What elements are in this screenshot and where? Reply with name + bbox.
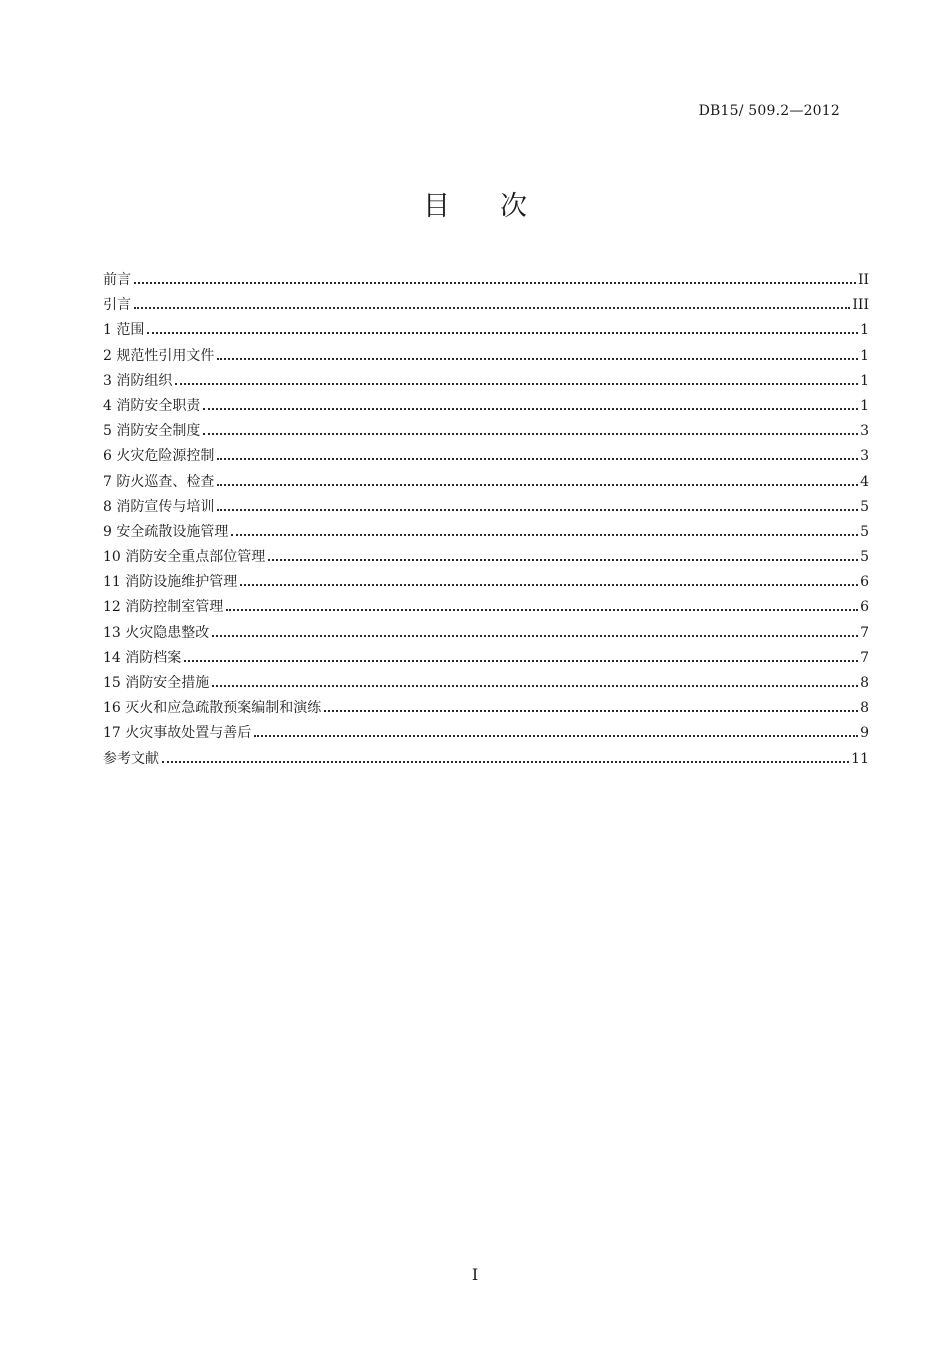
toc-leader-dots <box>254 735 858 737</box>
toc-entry[interactable] <box>103 293 869 318</box>
toc-leader-dots <box>203 433 858 435</box>
toc-leader-dots <box>217 458 858 460</box>
toc-entry[interactable] <box>103 369 869 394</box>
toc-entry[interactable] <box>103 570 869 595</box>
toc-title: 目次 <box>423 191 577 222</box>
toc-entry-page: 6 <box>860 574 869 591</box>
toc-entry-label: 16 灭火和应急疏散预案编制和演练 <box>103 700 322 717</box>
toc-leader-dots <box>217 484 858 486</box>
toc-entry-page: II <box>857 272 869 288</box>
toc-entry[interactable] <box>103 268 869 293</box>
toc-entry-label: 14 消防档案 <box>103 649 182 666</box>
toc-entry-label: 6 火灾危险源控制 <box>103 448 215 465</box>
page-number: I <box>471 1265 479 1284</box>
toc-entry[interactable] <box>103 646 869 671</box>
toc-leader-dots <box>134 282 856 284</box>
toc-entry-label: 12 消防控制室管理 <box>103 599 224 616</box>
toc-leader-dots <box>184 660 858 662</box>
toc-entry-label: 引言 <box>103 297 131 314</box>
toc-entry-label: 7 防火巡查、检查 <box>103 473 215 490</box>
toc-leader-dots <box>134 307 850 309</box>
toc-entry[interactable] <box>103 520 869 545</box>
toc-leader-dots <box>175 383 858 385</box>
toc-entry-label: 参考文献 <box>103 750 159 767</box>
toc-entry[interactable] <box>103 621 869 646</box>
toc-entry-label: 1 范围 <box>103 322 145 339</box>
toc-leader-dots <box>162 761 849 763</box>
toc-entry-label: 2 规范性引用文件 <box>103 347 215 364</box>
toc-entry-page: 3 <box>860 448 869 465</box>
toc-entry-page: 9 <box>860 725 869 742</box>
document-code: DB15/ 509.2—2012 <box>698 103 840 119</box>
toc-entry[interactable] <box>103 444 869 469</box>
toc-entry-page: 1 <box>860 322 869 339</box>
toc-entry[interactable] <box>103 394 869 419</box>
toc-entry-label: 15 消防安全措施 <box>103 675 210 691</box>
toc-entry-page: 1 <box>860 347 869 364</box>
toc-entry-page: III <box>852 297 869 314</box>
toc-entry-page: 1 <box>860 397 869 414</box>
toc-leader-dots <box>217 509 858 511</box>
toc-leader-dots <box>324 710 858 712</box>
table-of-contents <box>103 268 869 772</box>
toc-entry-label: 13 火灾隐患整改 <box>103 624 210 641</box>
toc-leader-dots <box>212 685 858 687</box>
toc-entry[interactable] <box>103 344 869 369</box>
toc-leader-dots <box>240 584 858 586</box>
toc-entry-page: 1 <box>860 372 869 389</box>
toc-entry[interactable] <box>103 470 869 495</box>
toc-entry-label: 5 消防安全制度 <box>103 423 201 440</box>
toc-entry-page: 11 <box>851 750 869 767</box>
toc-entry-page: 8 <box>860 700 869 717</box>
toc-entry-page: 8 <box>860 675 869 691</box>
toc-entry[interactable] <box>103 318 869 343</box>
toc-entry-label: 11 消防设施维护管理 <box>103 574 238 591</box>
toc-leader-dots <box>268 559 858 561</box>
toc-leader-dots <box>231 534 858 536</box>
toc-leader-dots <box>226 609 858 611</box>
toc-entry-label: 17 火灾事故处置与善后 <box>103 725 252 742</box>
toc-entry-page: 7 <box>860 624 869 641</box>
toc-entry-label: 10 消防安全重点部位管理 <box>103 549 266 566</box>
toc-entry[interactable] <box>103 495 869 520</box>
toc-entry-label: 8 消防宣传与培训 <box>103 498 215 515</box>
toc-entry-label: 3 消防组织 <box>103 372 173 389</box>
toc-entry[interactable] <box>103 721 869 746</box>
toc-entry[interactable] <box>103 747 869 772</box>
toc-entry[interactable] <box>103 419 869 444</box>
toc-entry-page: 5 <box>860 498 869 515</box>
toc-entry-page: 5 <box>860 549 869 566</box>
toc-entry[interactable] <box>103 696 869 721</box>
toc-leader-dots <box>203 408 858 410</box>
toc-entry-label: 前言 <box>103 272 131 288</box>
toc-leader-dots <box>147 332 858 334</box>
toc-entry-page: 6 <box>860 599 869 616</box>
toc-entry[interactable] <box>103 671 869 696</box>
toc-leader-dots <box>217 358 858 360</box>
toc-entry-label: 9 安全疏散设施管理 <box>103 523 229 540</box>
toc-entry-label: 4 消防安全职责 <box>103 397 201 414</box>
toc-entry[interactable] <box>103 595 869 620</box>
toc-leader-dots <box>212 635 858 637</box>
toc-entry-page: 7 <box>860 649 869 666</box>
toc-entry[interactable] <box>103 545 869 570</box>
toc-entry-page: 5 <box>860 523 869 540</box>
toc-entry-page: 3 <box>860 423 869 440</box>
toc-entry-page: 4 <box>860 473 869 490</box>
